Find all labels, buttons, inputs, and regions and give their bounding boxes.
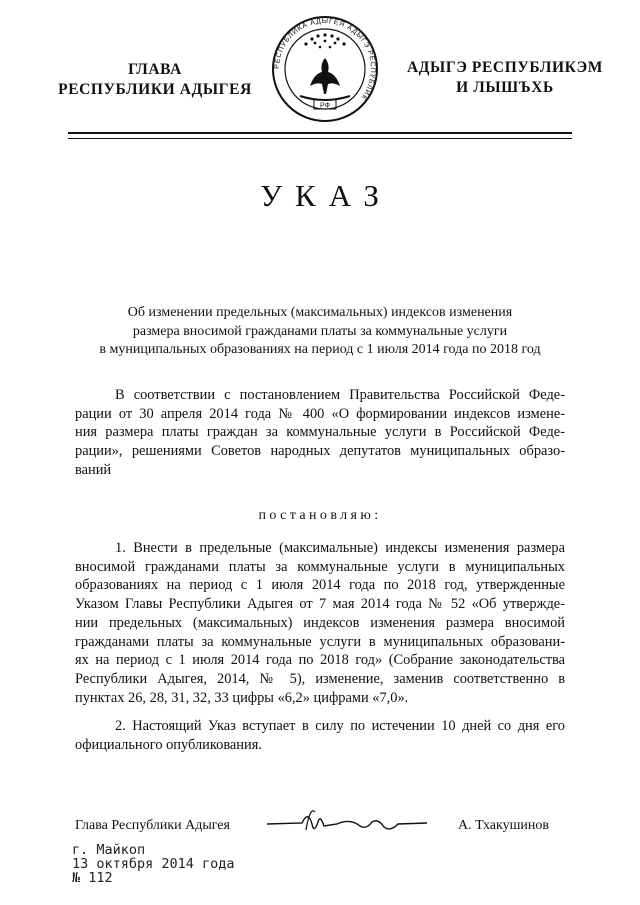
- clause-line: 2. Настоящий Указ вступает в силу по истечении 10 дней со дня его: [115, 718, 565, 734]
- issuer-right-line1: АДЫГЭ РЕСПУБЛИКЭМ: [407, 59, 603, 76]
- emblem-ring-text: РЕСПУБЛИКА АДЫГЕЯ АДЫГЭ РЕСПУБЛИК: [273, 17, 377, 101]
- clause-line: ях на период с 1 июля 2014 года по 2018 год» (Собрание законодательства: [75, 652, 565, 669]
- preamble-line: рации», решениями Советов народных депутатов муниципальных образо-: [75, 443, 565, 460]
- clause-line: пунктах 26, 28, 31, 32, 33 цифры «6,2» цифрами «7,0».: [75, 689, 409, 706]
- clause-line: нии предельных (максимальных) индексов изменения размера вносимой: [75, 614, 565, 631]
- title-line: в муниципальных образованиях на период с 1 июля 2014 года по 2018 год: [99, 342, 541, 357]
- decree-word: постановляю:: [258, 508, 382, 523]
- issuer-left: [40, 60, 270, 100]
- issue-place: г. Майкоп: [72, 842, 146, 858]
- clause-line: гражданами платы за коммунальные услуги в муниципальных образовани-: [75, 633, 565, 650]
- signatory-name: А. Тхакушинов: [458, 818, 549, 833]
- issue-date: 13 октября 2014 года: [72, 856, 235, 872]
- preamble-line: рации от 30 апреля 2014 года № 400 «О формировании индексов измене-: [75, 405, 565, 422]
- handwritten-signature: [262, 800, 432, 850]
- issuer-left-line1: ГЛАВА: [128, 61, 182, 78]
- title-line: Об изменении предельных (максимальных) индексов изменения: [127, 305, 513, 320]
- clause-1: [75, 539, 565, 707]
- issuer-right-line2: И ЛЫШЪХЬ: [456, 79, 554, 96]
- preamble-line: В соответствии с постановлением Правительства Российской Феде-: [115, 387, 565, 403]
- clause-2: [75, 717, 565, 754]
- header-rule-thick: [68, 132, 572, 134]
- clause-line: Указом Главы Республики Адыгея от 7 мая 2014 года № 52 «Об утвержде-: [75, 596, 565, 613]
- emblem-motto: РФ: [320, 102, 330, 110]
- clause-line: образованиях на период с 1 июля 2014 года по 2018 год, утвержденные: [75, 577, 565, 594]
- decree-title: [40, 304, 600, 360]
- preamble-line: ваний: [75, 461, 112, 478]
- coat-of-arms-emblem: [270, 14, 380, 124]
- issuer-left-line2: РЕСПУБЛИКИ АДЫГЕЯ: [58, 81, 252, 98]
- clause-line: Республики Адыгея, 2014, № 5), изменение, заменив соответственно в: [75, 670, 565, 687]
- preamble-line: ния размера платы граждан за коммунальные услуги в Российской Феде-: [75, 424, 565, 441]
- title-line: размера вносимой гражданами платы за коммунальные услуги: [132, 323, 508, 339]
- clause-line: 1. Внести в предельные (максимальные) индексы изменения размера: [115, 540, 565, 556]
- decree-number: № 112: [72, 870, 113, 886]
- signatory-position: Глава Республики Адыгея: [75, 818, 230, 833]
- clause-line: вносимой гражданами платы за коммунальные услуги в муниципальных: [75, 558, 565, 575]
- issuer-right: [380, 58, 630, 98]
- clause-line: официального опубликования.: [75, 736, 262, 753]
- preamble-paragraph: [75, 386, 565, 480]
- header-rule-thin: [68, 138, 572, 139]
- document-type-heading: УКАЗ: [260, 178, 392, 213]
